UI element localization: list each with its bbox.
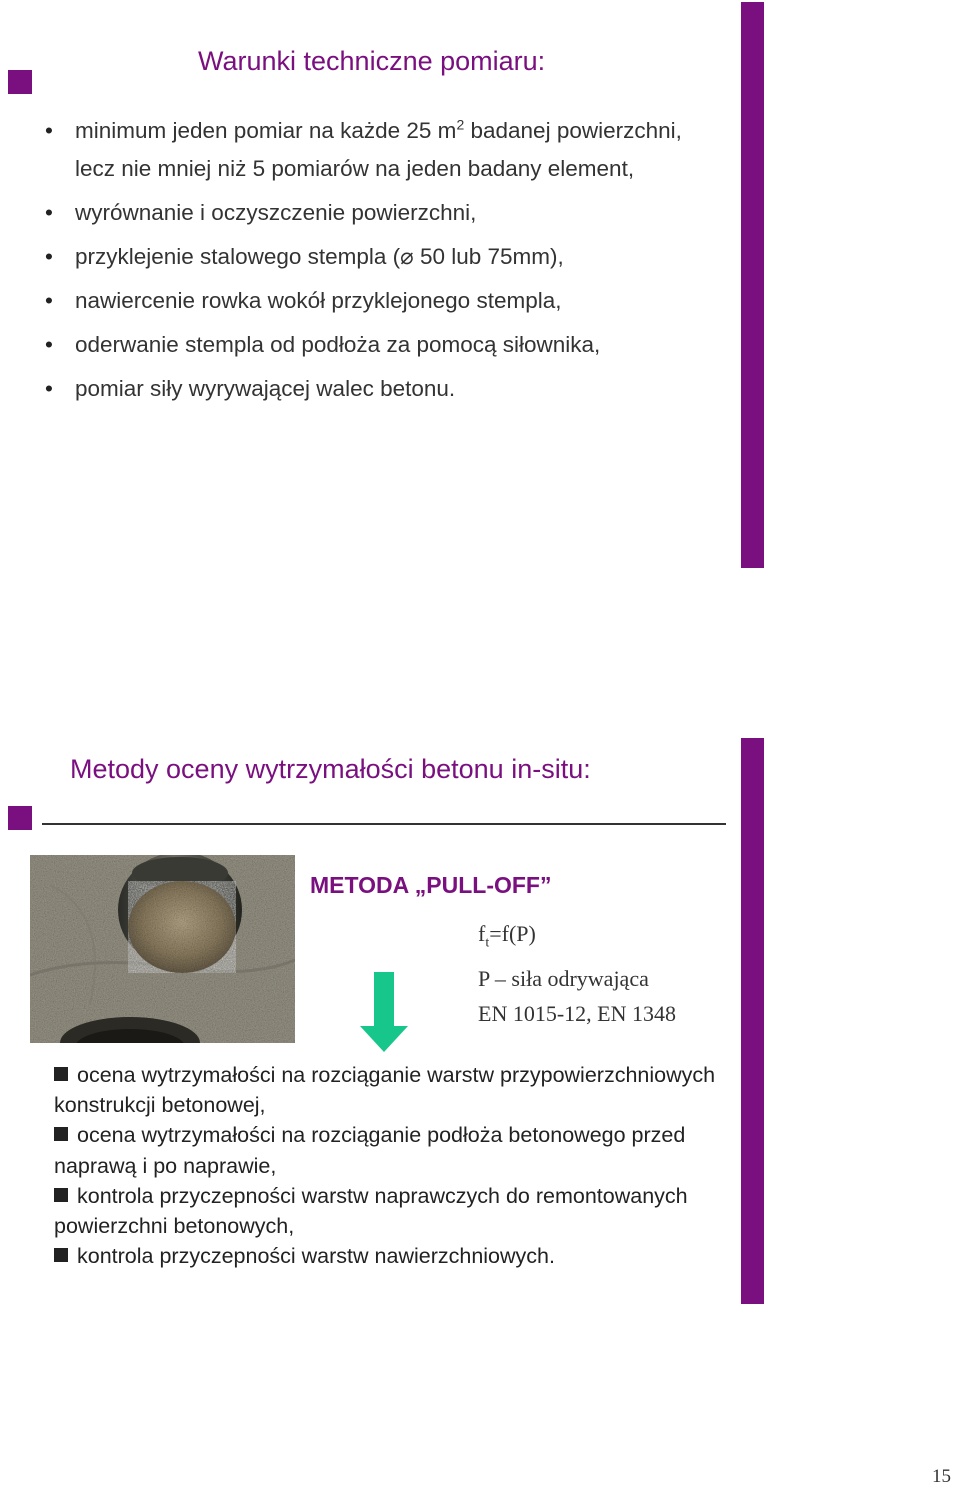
down-arrow-icon — [360, 972, 408, 1054]
list-item: kontrola przyczepności warstw naprawczych do remontowanych powierzchni betonowych, — [54, 1183, 688, 1239]
slide1-title: Warunki techniczne pomiaru: — [198, 46, 546, 76]
bullet-item: • wyrównanie i oczyszczenie powierzchni, — [45, 194, 705, 232]
page-number: 15 — [932, 1466, 951, 1487]
bullet-item: • minimum jeden pomiar na każde 25 $m^2$ badanej powierzchni, lecz nie mniej niż 5 pomiarów na jeden badany element, — [45, 112, 705, 188]
slide2-bullet-square-icon — [8, 806, 32, 830]
square-bullet-icon — [54, 1188, 68, 1202]
bullet-item: • nawiercenie rowka wokół przyklejonego stempla, — [45, 282, 705, 320]
slide1-bullet-square-icon — [8, 70, 32, 94]
slide1-bullet-list — [45, 112, 705, 414]
square-bullet-icon — [54, 1127, 68, 1141]
slide1-accent-bar — [741, 2, 764, 568]
method-label: METODA „PULL-OFF” — [310, 872, 552, 898]
bullet-item: • pomiar siły wyrywającej walec betonu. — [45, 370, 705, 408]
square-bullet-icon — [54, 1248, 68, 1262]
slide2-title: Metody oceny wytrzymałości betonu in-situ: — [70, 754, 591, 784]
application-list — [54, 1060, 734, 1271]
list-item: ocena wytrzymałości na rozciąganie warstw przypowierzchniowych konstrukcji betonowej, — [54, 1063, 716, 1118]
formula: $f_t=f(P)$ — [478, 921, 536, 951]
bullet-item: • oderwanie stempla od podłoża za pomocą siłownika, — [45, 326, 705, 364]
pull-off-test-photo — [30, 855, 295, 1043]
slide2-accent-bar — [741, 738, 764, 1304]
bullet-item: • przyklejenie stalowego stempla (⌀ 50 lub 75mm), — [45, 238, 705, 276]
list-item: kontrola przyczepności warstw nawierzchniowych. — [54, 1241, 734, 1271]
standards-reference: EN 1015-12, EN 1348 — [478, 1001, 676, 1026]
square-bullet-icon — [54, 1067, 68, 1081]
title-divider — [42, 823, 726, 825]
list-item: ocena wytrzymałości na rozciąganie podłoża betonowego przed naprawą i po naprawie, — [54, 1123, 686, 1178]
force-definition: P – siła odrywająca — [478, 966, 649, 991]
